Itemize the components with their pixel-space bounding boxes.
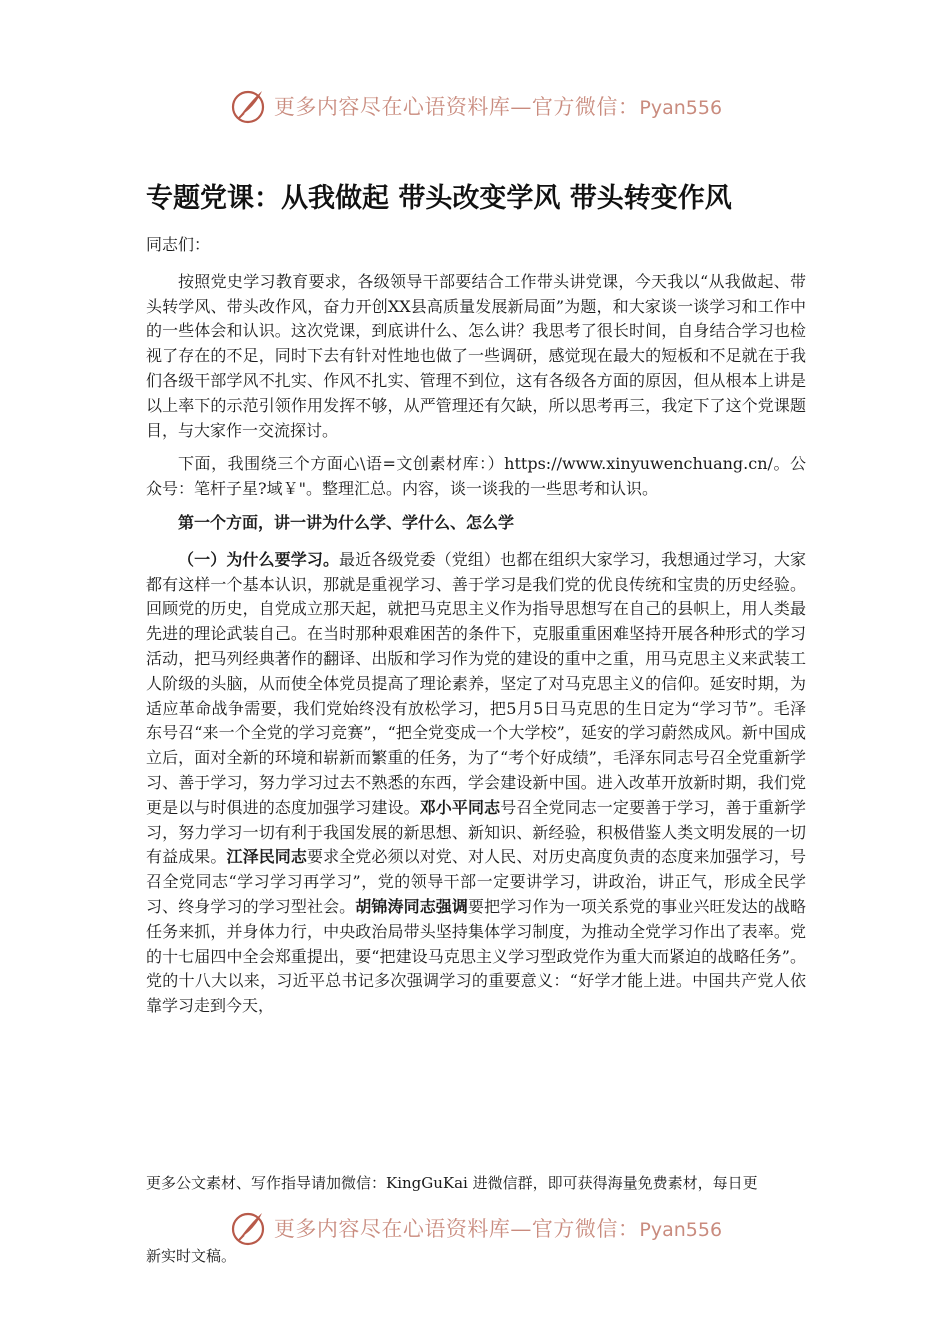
banner-text: 更多内容尽在心语资料库—官方微信：Pyan556: [273, 95, 723, 119]
footer-note-line2: 新实时文稿。: [146, 1247, 237, 1265]
document-body: [146, 233, 806, 1019]
quill-logo-icon: [228, 86, 268, 126]
banner-text: 更多内容尽在心语资料库—官方微信：Pyan556: [273, 1217, 723, 1241]
greeting: 同志们：: [146, 235, 211, 254]
paragraph-intro: 按照党史学习教育要求，各级领导干部要结合工作带头讲党课，今天我以“从我做起、带头转学风、带头改作风，奋力开创XX县高质量发展新局面”为题，和大家谈一谈学习和工作中的一些体会和认识。这次党课，到底讲什么、怎么讲？我思考了很长时间，自身结合学习也检视了存在的不足，同时下去有针对性地也做了一些调研，感觉现在最大的短板和不足就在于我们各级干部学风不扎实、作风不扎实、管理不到位，这有各级各方面的原因，但从根本上讲是以上率下的示范引领作用发挥不够，从严管理还有欠缺，所以思考再三，我定下了这个党课题目，与大家作一交流探讨。: [146, 271, 806, 440]
footer-watermark-banner: [0, 1206, 950, 1250]
paragraph-why-study: （一）为什么要学习。最近各级党委（党组）也都在组织大家学习，我想通过学习，大家都有这样一个基本认识，那就是重视学习、善于学习是我们党的优良传统和宝贵的历史经验。回顾党的历史，自党成立那天起，就把马克思主义作为指导思想写在自己的县帜上，用人类最先进的理论武装自己。在当时那种艰难困苦的条件下，克服重重困难坚持开展各种形式的学习活动，把马列经典著作的翻译、出版和学习作为党的建设的重中之重，用马克思主义来武装工人阶级的头脑，从而使全体党员提高了理论素养，坚定了对马克思主义的信仰。延安时期，为适应革命战争需要，我们党始终没有放松学习，把5月5日马克思的生日定为“学习节”。毛泽东号召“来一个全党的学习竞赛”，“把全党变成一个大学校”，延安的学习蔚然成风。新中国成立后，面对全新的环境和崭新而繁重的任务，为了“考个好成绩”，毛泽东同志号召全党重新学习、善于学习，努力学习过去不熟悉的东西，学会建设新中国。进入改革开放新时期，我们党更是以与时俱进的态度加强学习建设。邓小平同志号召全党同志一定要善于学习，善于重新学习，努力学习一切有利于我国发展的新思想、新知识、新经验，积极借鉴人类文明发展的一切有益成果。江泽民同志要求全党必须以对党、对人民、对历史高度负责的态度来加强学习，号召全党同志“学习学习再学习”，党的领导干部一定要讲学习，讲政治，讲正气，形成全民学习、终身学习的学习型社会。胡锦涛同志强调要把学习作为一项关系党的事业兴旺发达的战略任务来抓，并身体力行，中央政治局带头坚持集体学习制度，为推动全党学习作出了表率。党的十七届四中全会郑重提出，要“把建设马克思主义学习型政党作为重大而紧迫的战略任务”。党的十八大以来，习近平总书记多次强调学习的重要意义：“好学才能上进。中国共产党人依靠学习走到今天，: [146, 549, 806, 1016]
bold-hu: 胡锦涛同志强调: [355, 896, 468, 916]
header-watermark-banner: [0, 84, 950, 128]
subheading-why-study: （一）为什么要学习。: [178, 549, 340, 569]
quill-logo-icon: [228, 1208, 268, 1248]
footer-note-line1: 更多公文素材、写作指导请加微信：KingGuKai 进微信群，即可获得海量免费素材，每日更: [146, 1174, 758, 1192]
bold-deng: 邓小平同志: [419, 797, 501, 817]
section-heading-1: 第一个方面，讲一讲为什么学、学什么、怎么学: [178, 512, 515, 532]
paragraph-outline: 下面，我围绕三个方面心\语=文创素材库：）https://www.xinyuwenchuang.cn/。公众号：笔杆子星?域￥"。整理汇总。内容，谈一谈我的一些思考和认识。: [146, 454, 806, 499]
document-title: 专题党课：从我做起 带头改变学风 带头转变作风: [146, 183, 732, 214]
bold-jiang: 江泽民同志: [226, 847, 307, 867]
